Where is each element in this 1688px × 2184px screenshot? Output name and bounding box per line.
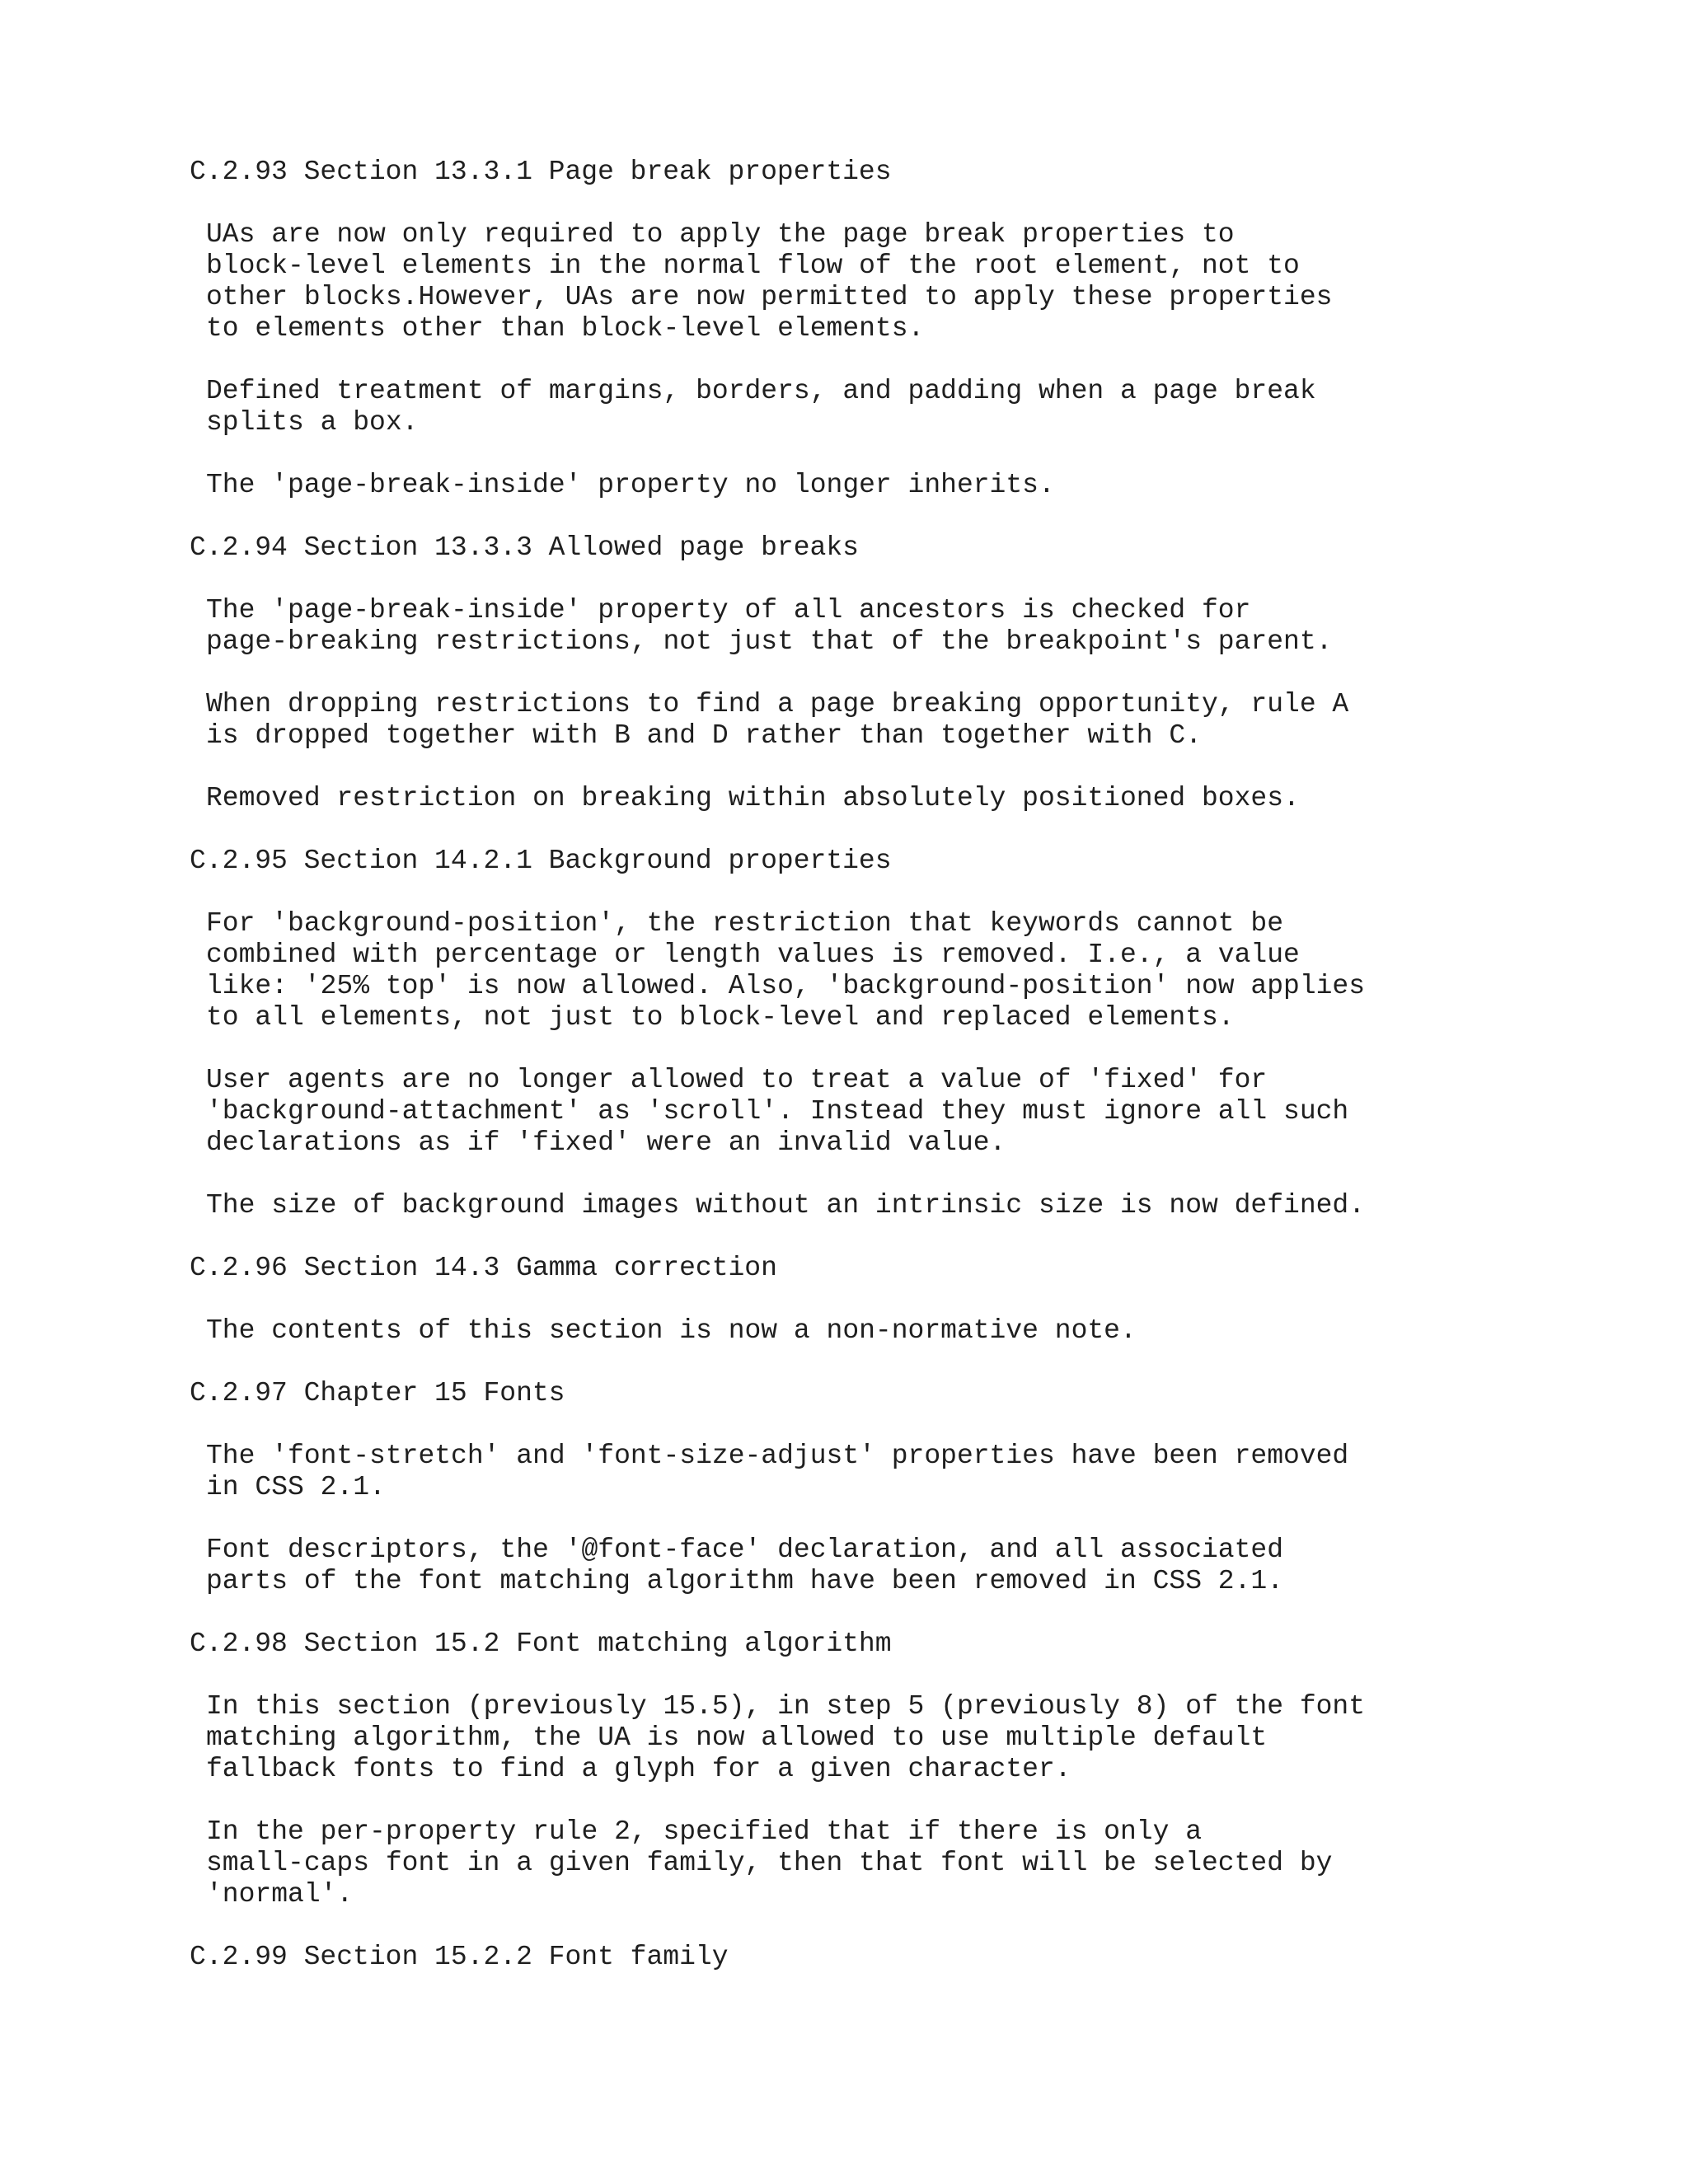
section-c-2-99 <box>190 1942 1632 1973</box>
section-heading: C.2.98 Section 15.2 Font matching algorithm <box>190 1629 892 1659</box>
paragraph: For 'background-position', the restriction that keywords cannot be combined with percentage or length values is removed. I.e., a value like: '25% top' is now allowed. Also, 'background-position' now applies to all elements, not just to block-level and replaced elements. <box>206 908 1366 1033</box>
section-c-2-93 <box>190 157 1632 501</box>
paragraph: Defined treatment of margins, borders, and padding when a page break splits a box. <box>206 376 1316 438</box>
paragraph: In the per-property rule 2, specified that if there is only a small-caps font in a given family, then that font will be selected by 'normal'. <box>206 1816 1333 1910</box>
paragraph: User agents are no longer allowed to treat a value of 'fixed' for 'background-attachment' as 'scroll'. Instead they must ignore all such declarations as if 'fixed' were an invalid value. <box>206 1065 1349 1158</box>
paragraph: The 'page-break-inside' property no longer inherits. <box>206 470 1055 500</box>
paragraph: The size of background images without an intrinsic size is now defined. <box>206 1190 1366 1221</box>
section-heading: C.2.99 Section 15.2.2 Font family <box>190 1942 729 1972</box>
section-heading: C.2.97 Chapter 15 Fonts <box>190 1378 565 1408</box>
section-heading: C.2.95 Section 14.2.1 Background properties <box>190 846 892 876</box>
section-heading: C.2.94 Section 13.3.3 Allowed page breaks <box>190 532 859 563</box>
paragraph: When dropping restrictions to find a page breaking opportunity, rule A is dropped together with B and D rather than together with C. <box>206 689 1349 751</box>
section-c-2-95 <box>190 846 1632 1221</box>
section-heading: C.2.93 Section 13.3.1 Page break properties <box>190 157 892 187</box>
section-c-2-98 <box>190 1629 1632 1910</box>
section-c-2-96 <box>190 1253 1632 1347</box>
paragraph: Removed restriction on breaking within absolutely positioned boxes. <box>206 783 1300 813</box>
section-heading: C.2.96 Section 14.3 Gamma correction <box>190 1253 777 1283</box>
paragraph: The 'font-stretch' and 'font-size-adjust' properties have been removed in CSS 2.1. <box>206 1441 1349 1502</box>
paragraph: The contents of this section is now a non-normative note. <box>206 1315 1137 1346</box>
section-c-2-94 <box>190 532 1632 814</box>
paragraph: Font descriptors, the '@font-face' declaration, and all associated parts of the font matching algorithm have been removed in CSS 2.1. <box>206 1535 1284 1596</box>
paragraph: The 'page-break-inside' property of all ancestors is checked for page-breaking restrictions, not just that of the breakpoint's parent. <box>206 595 1333 657</box>
paragraph: In this section (previously 15.5), in step 5 (previously 8) of the font matching algorithm, the UA is now allowed to use multiple default fallback fonts to find a glyph for a given character. <box>206 1691 1366 1784</box>
section-c-2-97 <box>190 1378 1632 1597</box>
document-body <box>190 157 1632 2004</box>
paragraph: UAs are now only required to apply the page break properties to block-level elements in the normal flow of the root element, not to other blocks.However, UAs are now permitted to apply these properties to elements other than block-level elements. <box>206 219 1333 344</box>
